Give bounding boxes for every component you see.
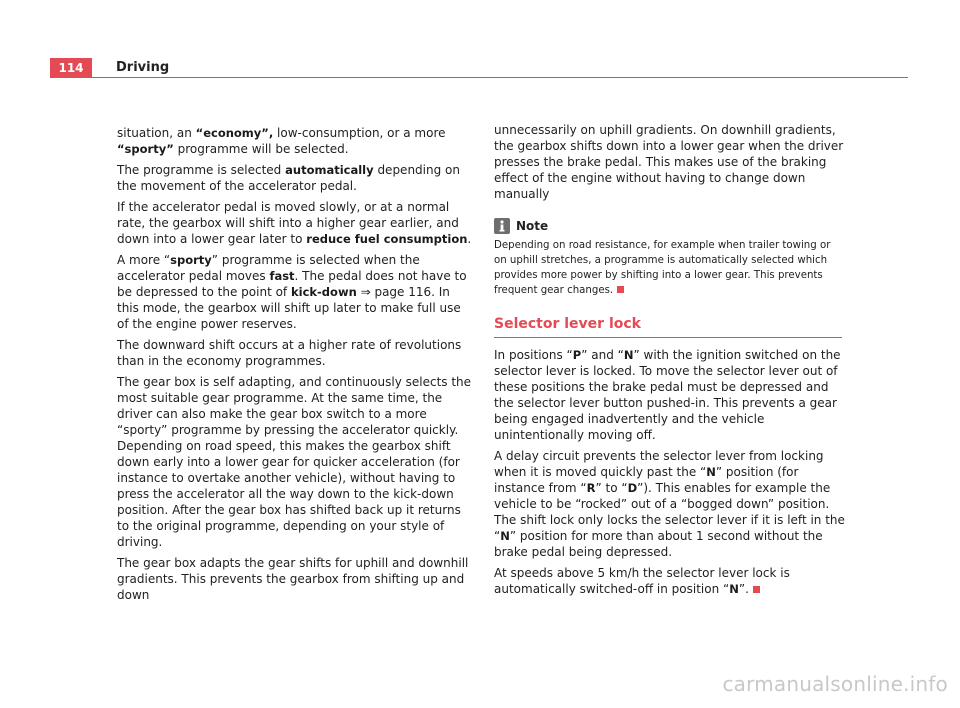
left-column — [117, 125, 472, 608]
section-title: Driving — [116, 60, 170, 75]
paragraph-automatic: The programme is selected automatically depending on the movement of the accelerator pedal. — [117, 163, 460, 193]
page-number-badge: 114 — [50, 58, 92, 78]
note-body: Depending on road resistance, for example when trailer towing or on uphill stretches, a programme is automatically selected which provides more power by shifting into a lower gear. This prevents frequent gear changes. — [494, 240, 831, 296]
paragraph-positions: In positions “P” and “N” with the ignition switched on the selector lever is locked. To move the selector lever out of these positions the brake pedal must be depressed and the selector lever button pushed-in. This prevents a gear being engaged inadvertently and the vehicle unintentionally moving off. — [494, 348, 841, 442]
end-marker-icon — [753, 586, 760, 593]
paragraph-delay-circuit: A delay circuit prevents the selector lever from locking when it is moved quickly past the “N” position (for instance from “R” to “D”). This enables for example the vehicle to be “rocked” out of a “bogged down” position. The shift lock only locks the selector lever if it is left in the “N” position for more than about 1 second without the brake pedal being depressed. — [494, 449, 845, 559]
paragraph-sporty: A more “sporty” programme is selected when the accelerator pedal moves fast. The pedal does not have to be depressed to the point of kick-down ⇒ page 116. In this mode, the gearbox will shift up later to make full use of the engine power reserves. — [117, 253, 467, 331]
selector-lever-lock-heading: Selector lever lock — [494, 316, 842, 338]
paragraph-slow-pedal: If the accelerator pedal is moved slowly, or at a normal rate, the gearbox will shift into a higher gear earlier, and down into a lower gear later to reduce fuel consumption. — [117, 200, 472, 246]
paragraph-self-adapting: The gear box is self adapting, and continuously selects the most suitable gear programme. At the same time, the driver can also make the gear box switch to a more “sporty” programme by pressing the accelerator quickly. Depending on road speed, this makes the gearbox shift down early into a lower gear for quicker acceleration (for instance to overtake another vehicle), without having to press the accelerator all the way down to the kick-down position. After the gear box has shifted back up it returns to the original programme, depending on your style of driving. — [117, 375, 472, 549]
end-marker-icon — [617, 286, 624, 293]
paragraph-programme-selection: situation, an “economy”, low-consumption, or a more “sporty” programme will be selected. — [117, 126, 446, 156]
paragraph-speed-switch-off: At speeds above 5 km/h the selector lever lock is automatically switched-off in position “N”. — [494, 566, 790, 596]
watermark: carmanualsonline.info — [722, 672, 948, 696]
paragraph-downshift: The downward shift occurs at a higher rate of revolutions than in the economy programmes. — [117, 338, 462, 368]
header-divider — [50, 77, 908, 78]
note-header — [494, 218, 846, 234]
paragraph-gradients: The gear box adapts the gear shifts for uphill and downhill gradients. This prevents the gearbox from shifting up and down — [117, 556, 469, 602]
right-column — [494, 122, 846, 602]
paragraph-gradients-cont: unnecessarily on uphill gradients. On downhill gradients, the gearbox shifts down into a lower gear when the driver presses the brake pedal. This makes use of the braking effect of the engine without having to change down manually — [494, 123, 844, 201]
page-reference-link[interactable]: ⇒ page 116. In this mode, the gearbox will shift up later to make full use of the engine power reserves. — [117, 285, 461, 331]
info-icon — [494, 218, 510, 234]
note-title: Note — [516, 219, 549, 233]
